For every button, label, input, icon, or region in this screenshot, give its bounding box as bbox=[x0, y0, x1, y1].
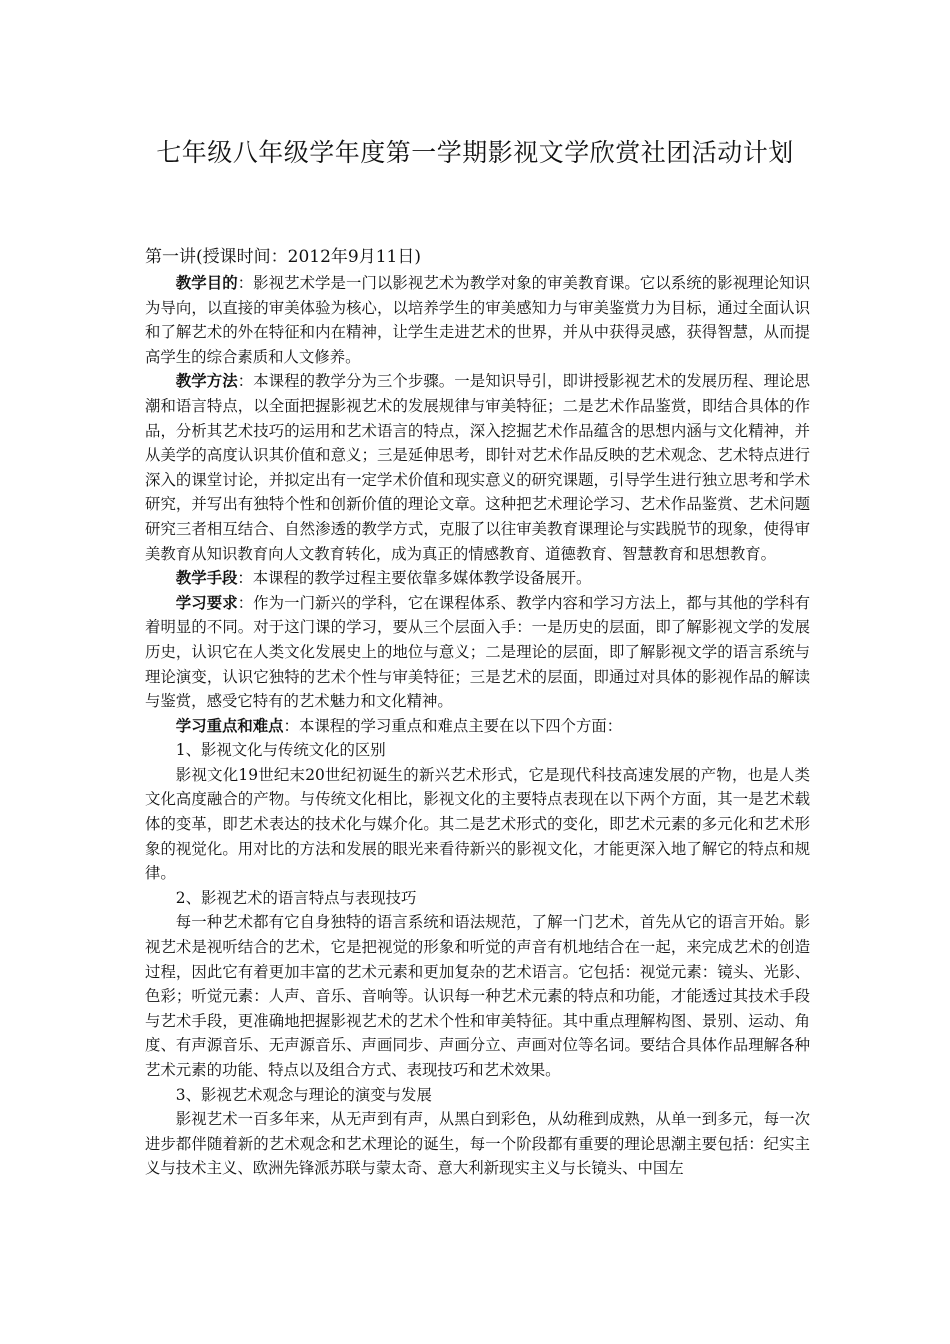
section-objective-label: 教学目的 bbox=[175, 274, 238, 292]
section-focus bbox=[145, 714, 810, 739]
section-means-label: 教学手段 bbox=[175, 569, 238, 588]
section-requirements-text: ：作为一门新兴的学科，它在课程体系、教学内容和学习方法上，都与其他的学科有着明显的不同。对于这门课的学习，要从三个层面入手：一是历史的层面，即了解影视文学的发展历史，认识它在人类文化发展史上的地位与意义；二是理论的层面，即了解影视文学的语言系统与理论演变，认识它独特的艺术个性与审美特征；三是艺术的层面，即通过对具体的影视作品的解读与鉴赏，感受它特有的艺术魅力和文化精神。 bbox=[145, 593, 810, 711]
section-method bbox=[145, 369, 810, 566]
section-method-text: ：本课程的教学分为三个步骤。一是知识导引，即讲授影视艺术的发展历程、理论思潮和语言特点，以全面把握影视艺术的发展规律与审美特征；二是艺术作品鉴赏，即结合具体的作品，分析其艺术技巧的运用和艺术语言的特点，深入挖掘艺术作品蕴含的思想内涵与文化精神，并从美学的高度认识其价值和意义；三是延伸思考，即针对艺术作品反映的艺术观念、艺术特点进行深入的课堂讨论，并拟定出有一定学术价值和现实意义的研究课题，引导学生进行独立思考和学术研究，并写出有独特个性和创新价值的理论文章。这种把艺术理论学习、艺术作品鉴赏、艺术问题研究三者相互结合、自然渗透的教学方式，克服了以往审美教育课理论与实践脱节的现象，使得审美教育从知识教育向人文教育转化，成为真正的情感教育、道德教育、智慧教育和思想教育。 bbox=[145, 372, 810, 563]
section-objective bbox=[145, 271, 810, 369]
point-2-body: 每一种艺术都有它自身独特的语言系统和语法规范，了解一门艺术，首先从它的语言开始。影视艺术是视听结合的艺术，它是把视觉的形象和听觉的声音有机地结合在一起，来完成艺术的创造过程，因此它有着更加丰富的艺术元素和更加复杂的艺术语言。它包括：视觉元素：镜头、光影、色彩；听觉元素：人声、音乐、音响等。认识每一种艺术元素的特点和功能，才能透过其技术手段与艺术手段，更准确地把握影视艺术的艺术个性和审美特征。其中重点理解构图、景别、运动、角度、有声源音乐、无声源音乐、声画同步、声画分立、声画对位等名词。要结合具体作品理解各种艺术元素的功能、特点以及组合方式、表现技巧和艺术效果。 bbox=[145, 913, 810, 1079]
section-focus-label: 学习重点和难点 bbox=[175, 716, 284, 735]
section-method-label: 教学方法 bbox=[175, 372, 238, 391]
point-1-body: 影视文化19世纪末20世纪初诞生的新兴艺术形式，它是现代科技高速发展的产物，也是人类文化高度融合的产物。与传统文化相比，影视文化的主要特点表现在以下两个方面，其一是艺术载体的变革，即艺术表达的技术化与媒介化。其二是艺术形式的变化，即艺术元素的多元化和艺术形象的视觉化。用对比的方法和发展的眼光来看待新兴的影视文化，才能更深入地了解它的特点和规律。 bbox=[145, 765, 810, 883]
point-2-heading: 2、影视艺术的语言特点与表现技巧 bbox=[175, 888, 417, 907]
section-focus-text: ：本课程的学习重点和难点主要在以下四个方面： bbox=[283, 716, 623, 735]
document-body bbox=[145, 244, 810, 1181]
section-requirements-label: 学习要求 bbox=[175, 593, 238, 612]
point-1-heading: 1、影视文化与传统文化的区别 bbox=[175, 741, 386, 760]
section-means bbox=[145, 566, 810, 591]
section-requirements bbox=[145, 591, 810, 714]
document-title: 七年级八年级学年度第一学期影视文学欣赏社团活动计划 bbox=[156, 138, 794, 167]
point-3-body: 影视艺术一百多年来，从无声到有声，从黑白到彩色，从幼稚到成熟，从单一到多元，每一次进步都伴随着新的艺术观念和艺术理论的诞生，每一个阶段都有重要的理论思潮主要包括：纪实主义与技术主义、欧洲先锋派苏联与蒙太奇、意大利新现实主义与长镜头、中国左 bbox=[145, 1110, 810, 1178]
section-means-text: ：本课程的教学过程主要依靠多媒体教学设备展开。 bbox=[237, 569, 592, 588]
lecture-heading: 第一讲(授课时间：2012年9月11日) bbox=[145, 247, 421, 267]
section-objective-text: ：影视艺术学是一门以影视艺术为教学对象的审美教育课。它以系统的影视理论知识为导向，以直接的审美体验为核心，以培养学生的审美感知力与审美鉴赏力为目标，通过全面认识和了解艺术的外在特征和内在精神，让学生走进艺术的世界，并从中获得灵感，获得智慧，从而提高学生的综合素质和人文修养。 bbox=[145, 274, 810, 366]
point-3-heading: 3、影视艺术观念与理论的演变与发展 bbox=[175, 1085, 432, 1104]
